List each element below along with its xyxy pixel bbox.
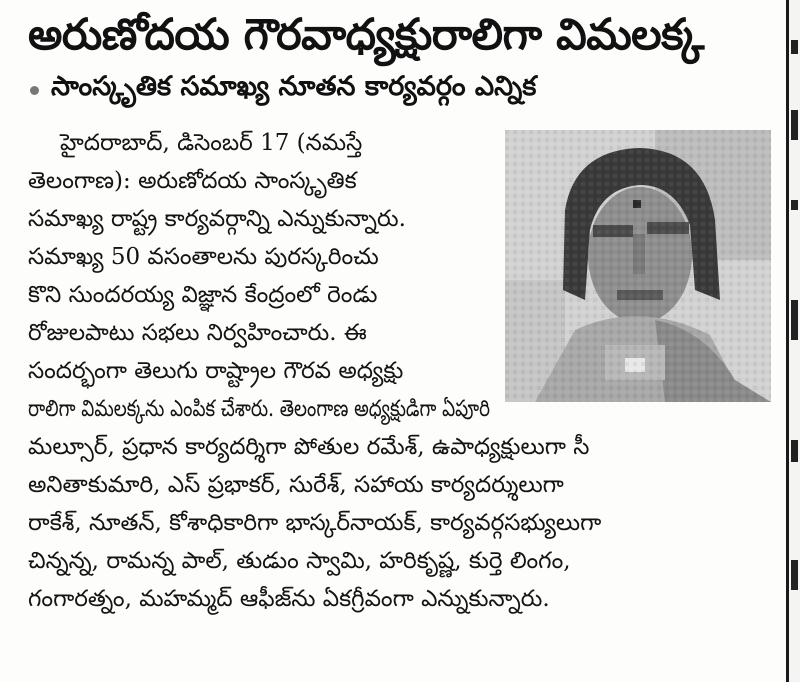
body-text-line: అనితాకుమారి, ఎస్ ప్రభాకర్, సురేశ్, సహాయ కార్యదర్శులుగా: [28, 472, 564, 498]
edge-mark: [791, 300, 798, 340]
adjacent-column-edge: [789, 0, 800, 682]
body-text-line: సమాఖ్య 50 వసంతాలను పురస్కరించు: [28, 244, 379, 270]
body-text-line: రాలిగా విమలక్కను ఎంపిక చేశారు. తెలంగాణ అధ్యక్షుడిగా ఏపూరి: [28, 396, 491, 422]
bullet-icon: [30, 86, 39, 95]
pixelated-portrait-image: [505, 130, 771, 402]
edge-mark: [791, 110, 798, 140]
portrait-photo: [505, 130, 771, 402]
headline: అరుణోదయ గౌరవాధ్యక్షురాలిగా విమలక్క: [28, 10, 704, 60]
edge-mark: [791, 40, 798, 54]
subheadline: సాంస్కృతిక సమాఖ్య నూతన కార్యవర్గం ఎన్నిక: [51, 71, 537, 102]
body-text-line: తెలంగాణ): అరుణోదయ సాంస్కృతిక: [28, 168, 357, 194]
body-text-line: కొని సుందరయ్య విజ్ఞాన కేంద్రంలో రెండు: [28, 282, 378, 308]
edge-mark: [791, 560, 798, 590]
body-text-line: హైదరాబాద్, డిసెంబర్ 17 (నమస్తే: [60, 130, 363, 156]
body-text-line: సమాఖ్య రాష్ట్ర కార్యవర్గాన్ని ఎన్నుకున్నారు.: [28, 206, 406, 232]
body-text-line: చిన్నన్న, రామన్న పాల్, తుడుం స్వామి, హరికృష్ణ, కుర్తె లింగం,: [28, 548, 571, 574]
edge-mark: [791, 440, 798, 462]
body-text-line: రోజులపాటు సభలు నిర్వహించారు. ఈ: [28, 320, 367, 346]
body-text-line: రాకేశ్, నూతన్, కోశాధికారిగా భాస్కర్‌నాయక్, కార్యవర్గసభ్యులుగా: [28, 510, 602, 536]
subheadline-row: [30, 70, 770, 110]
body-text-line: సందర్భంగా తెలుగు రాష్ట్రాల గౌరవ అధ్యక్షు: [28, 358, 404, 384]
body-text-line: మల్సూర్, ప్రధాన కార్యదర్శిగా పోతుల రమేశ్, ఉపాధ్యక్షులుగా సీ: [28, 434, 590, 460]
body-text-line: గంగారత్నం, మహమ్మద్ ఆఫీజ్‌ను ఏకగ్రీవంగా ఎన్నుకున్నారు.: [28, 586, 550, 612]
edge-mark: [791, 200, 798, 210]
